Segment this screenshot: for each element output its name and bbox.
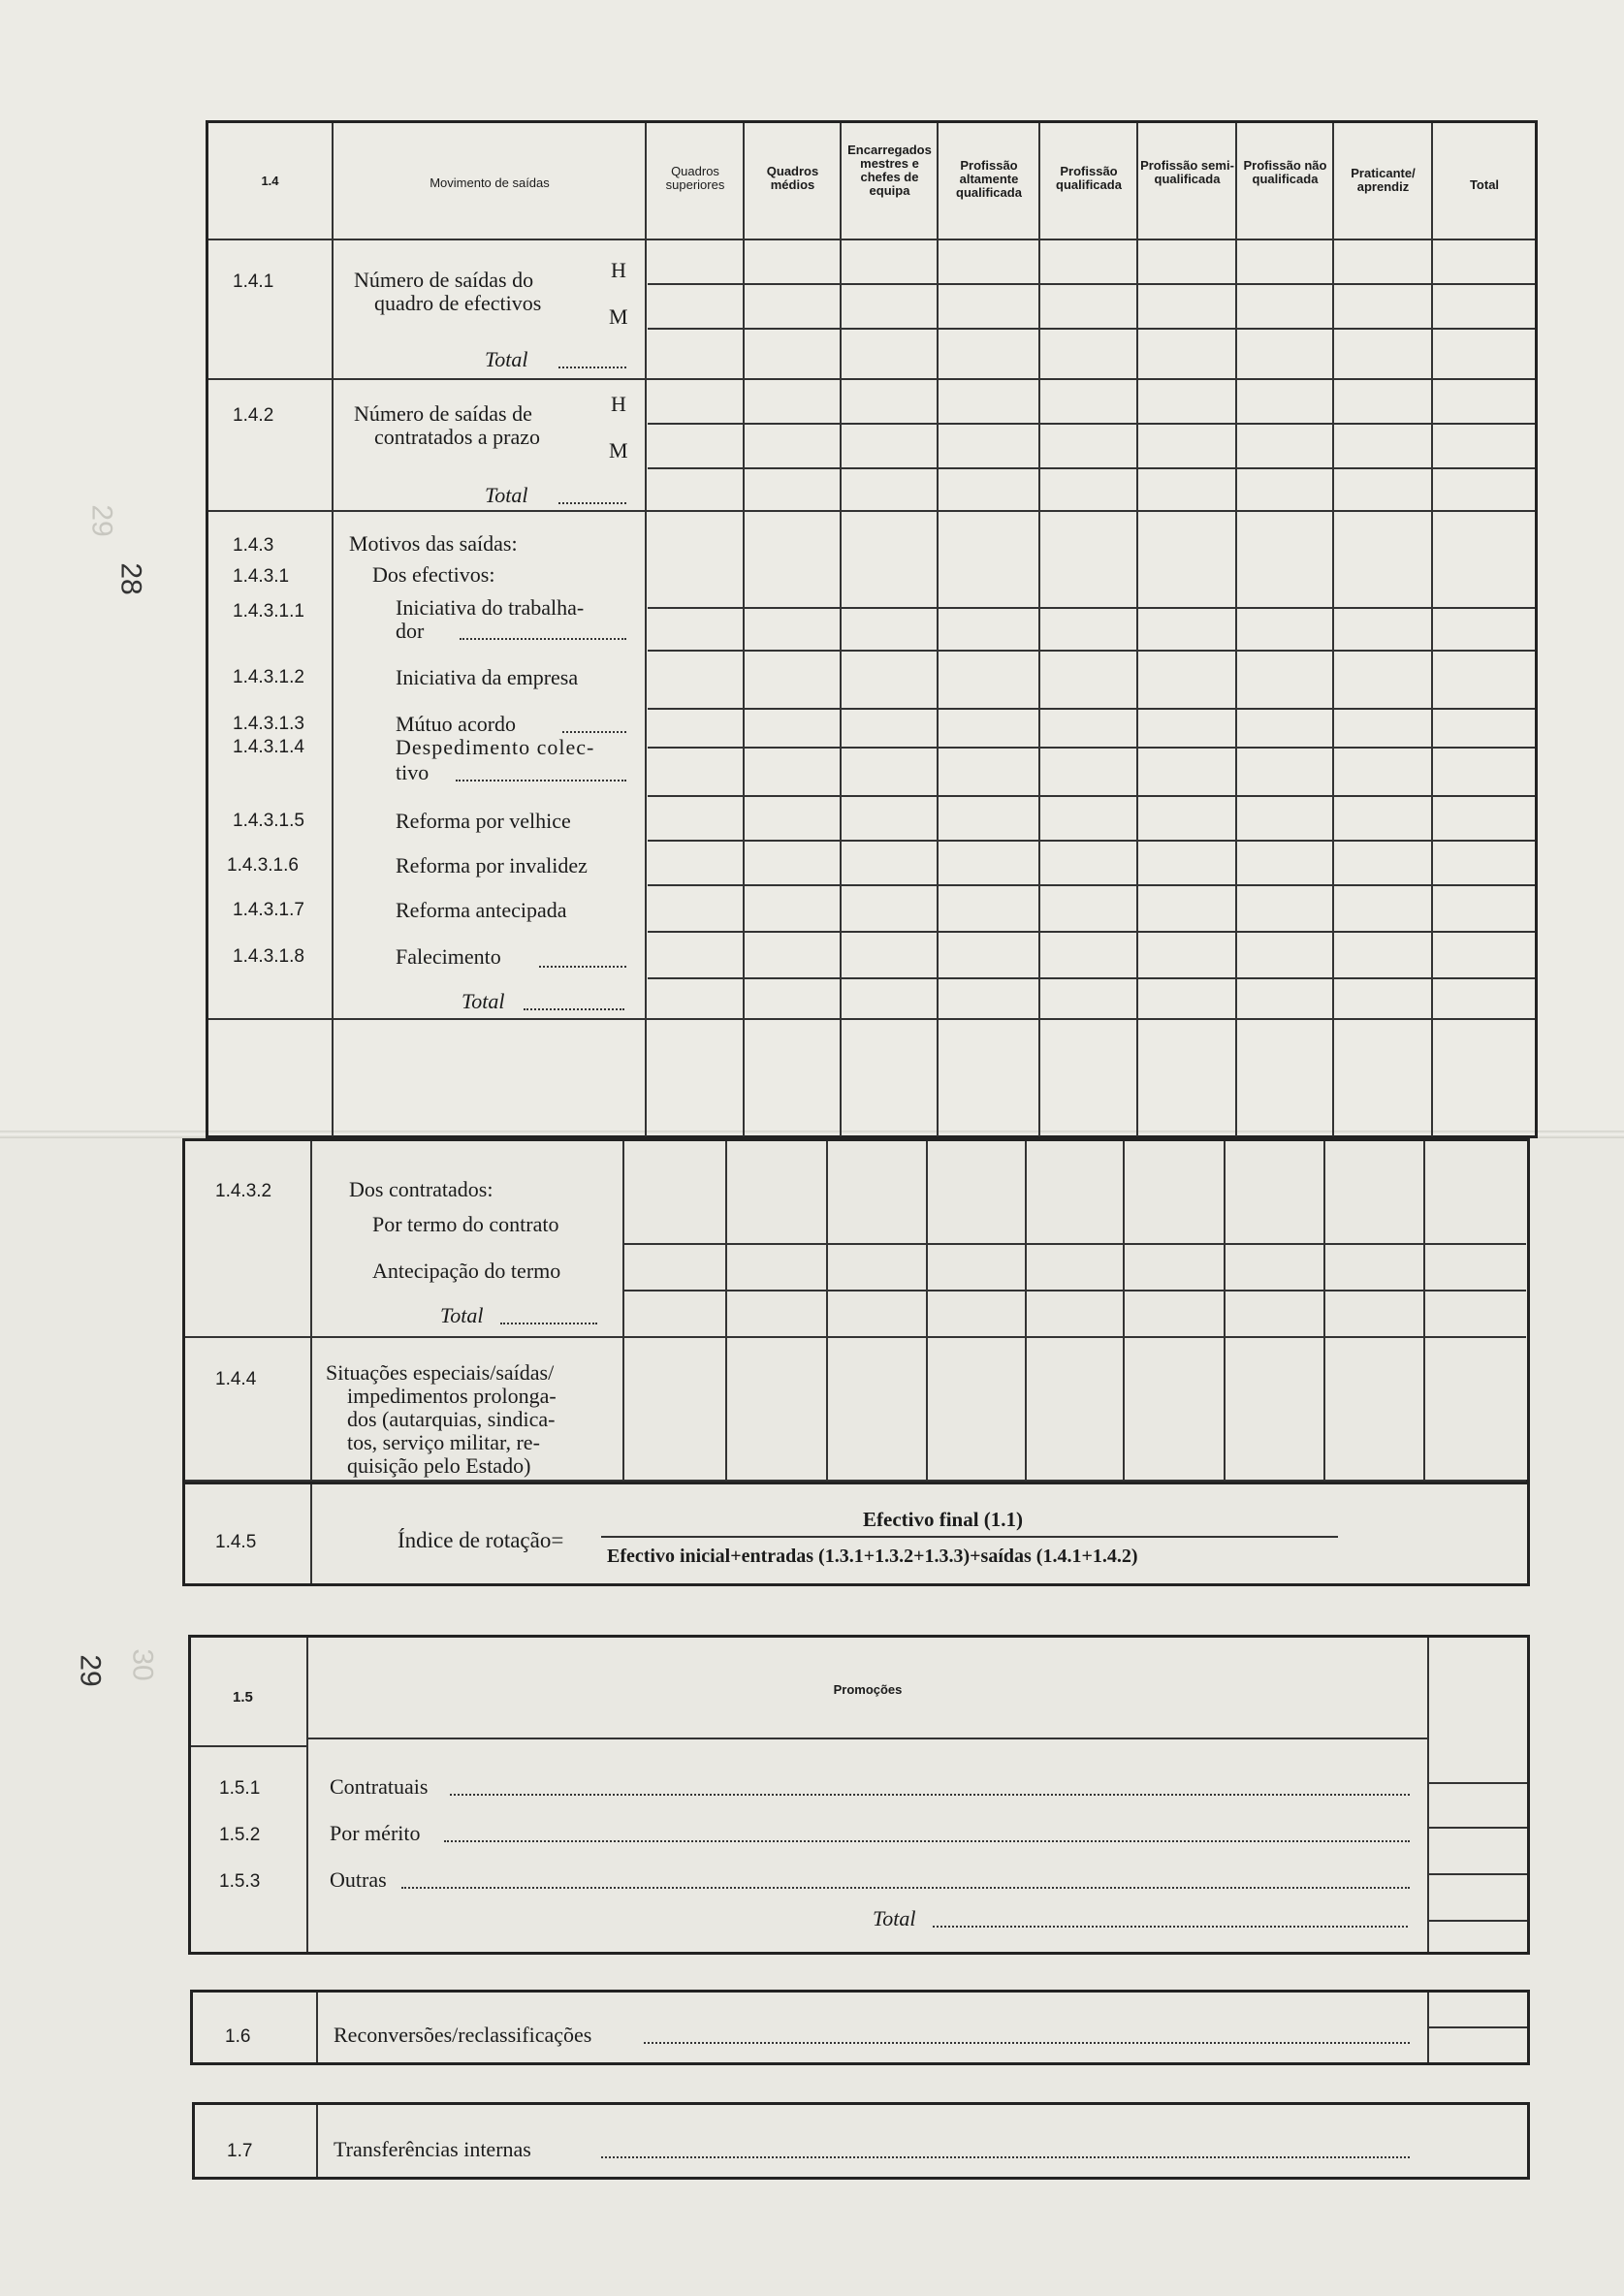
row-number: 1.4.3.2 (215, 1181, 272, 1201)
row-label: Transferências internas (334, 2137, 531, 2161)
index-label: Índice de rotação= (398, 1528, 564, 1552)
row-number: 1.4.3.1.7 (233, 900, 304, 920)
formula-denominator: Efectivo inicial+entradas (1.3.1+1.3.2+1.3.3)+saídas (1.4.1+1.4.2) (607, 1546, 1138, 1567)
promotion-label: Contratuais (330, 1774, 429, 1799)
row-label: Por termo do contrato (372, 1212, 559, 1236)
row-label: Reforma antecipada (396, 898, 567, 922)
total-label: Total (440, 1303, 484, 1327)
row-number: 1.4.4 (215, 1369, 257, 1389)
row-label: Motivos das saídas: (349, 531, 518, 556)
promotion-label: Por mérito (330, 1821, 421, 1845)
section-number: 1.5 (233, 1689, 253, 1706)
total-label: Total (485, 347, 528, 371)
row-label: Mútuo acordo (396, 712, 517, 736)
row-label: Número de saídas do (354, 268, 534, 292)
row-label: dos (autarquias, sindica- (347, 1407, 556, 1431)
formula-numerator: Efectivo final (1.1) (863, 1508, 1024, 1531)
page-number-top: 28 (114, 562, 147, 595)
row-number: 1.4.3.1.3 (233, 714, 304, 734)
row-label: Reconversões/reclassificações (334, 2023, 592, 2047)
column-header: Quadros superiores (665, 164, 725, 192)
gender-m: M (609, 304, 628, 329)
row-number: 1.4.3.1.1 (233, 601, 304, 622)
row-label: Reforma por invalidez (396, 853, 588, 877)
total-label: Total (873, 1906, 916, 1930)
row-label: Situações especiais/saídas/ (326, 1360, 555, 1385)
row-number: 1.6 (225, 2026, 251, 2047)
row-number: 1.4.1 (233, 271, 274, 292)
row-label: Iniciativa do trabalha- (396, 595, 585, 620)
total-label: Total (462, 989, 505, 1013)
column-header: Encarregados mestres e chefes de equipa (847, 143, 932, 198)
row-label: impedimentos prolonga- (347, 1384, 557, 1408)
ghost-page-number-bottom: 30 (126, 1648, 159, 1681)
row-number: 1.4.3.1.8 (233, 946, 304, 967)
total-label: Total (485, 483, 528, 507)
row-label: dor (396, 619, 425, 643)
row-label: Dos efectivos: (372, 562, 495, 587)
row-label: Falecimento (396, 944, 501, 969)
row-label: contratados a prazo (374, 425, 541, 449)
column-header: Profissão altamente qualificada (956, 158, 1022, 200)
column-header: Profissão semi-qualificada (1140, 158, 1234, 186)
section-number: 1.4 (261, 174, 279, 188)
row-number: 1.4.3 (233, 535, 274, 556)
row-number: 1.7 (227, 2141, 253, 2161)
column-header: Profissão não qualificada (1243, 158, 1327, 186)
section-1-4-5-box (182, 1482, 1530, 1586)
gender-h: H (611, 392, 626, 416)
row-number: 1.4.3.1.5 (233, 811, 304, 831)
gender-m: M (609, 438, 628, 462)
column-header: Profissão qualificada (1056, 164, 1122, 192)
column-header: Quadros médios (766, 164, 819, 192)
row-label: Iniciativa da empresa (396, 665, 579, 689)
column-header: Praticante/ aprendiz (1351, 166, 1416, 194)
page-number-bottom: 29 (74, 1654, 107, 1687)
ghost-page-number: 29 (85, 504, 118, 537)
row-number: 1.5.1 (219, 1778, 261, 1799)
row-number: 1.4.5 (215, 1532, 257, 1552)
gender-h: H (611, 258, 626, 282)
row-label: tivo (396, 760, 430, 784)
row-label: Despedimento colec- (396, 735, 595, 759)
row-number: 1.4.3.1.4 (233, 737, 304, 757)
column-header: Total (1469, 177, 1500, 192)
row-label: tos, serviço militar, re- (347, 1430, 540, 1454)
promotion-label: Outras (330, 1867, 387, 1892)
section-title: Promoções (833, 1682, 903, 1697)
row-number: 1.4.3.1.2 (233, 667, 304, 687)
row-label: Antecipação do termo (372, 1259, 561, 1283)
row-number: 1.5.3 (219, 1871, 261, 1892)
section-title: Movimento de saídas (430, 175, 550, 190)
row-number: 1.5.2 (219, 1825, 261, 1845)
row-label: quadro de efectivos (374, 291, 542, 315)
row-number: 1.4.3.1 (233, 566, 290, 587)
row-label: Número de saídas de (354, 401, 532, 426)
row-label: Reforma por velhice (396, 809, 571, 833)
row-label: quisição pelo Estado) (347, 1453, 531, 1478)
row-label: Dos contratados: (349, 1177, 494, 1201)
row-number: 1.4.3.1.6 (227, 855, 299, 876)
row-number: 1.4.2 (233, 405, 274, 426)
